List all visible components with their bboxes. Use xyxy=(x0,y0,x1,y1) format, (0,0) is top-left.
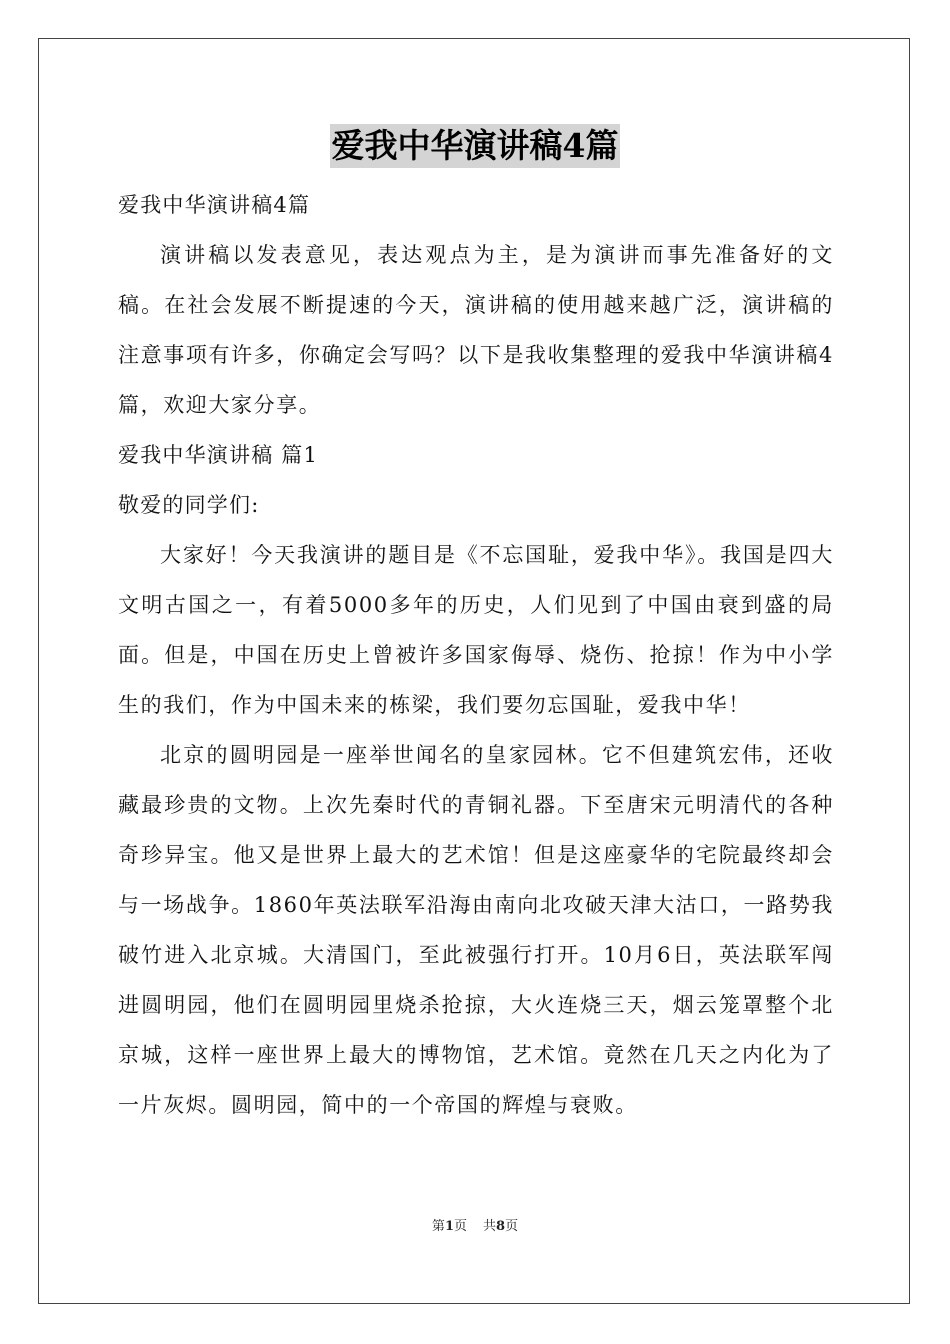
salutation: 敬爱的同学们: xyxy=(118,493,260,517)
footer-total-prefix: 共 xyxy=(483,1219,497,1234)
title-container xyxy=(0,124,950,168)
body-paragraph-2: 北京的圆明园是一座举世闻名的皇家园林。它不但建筑宏伟，还收藏最珍贵的文物。上次先秦时代的青铜礼器。下至唐宋元明清代的各种奇珍异宝。他又是世界上最大的艺术馆！但是这座豪华的宅院最终却会与一场战争。1860年英法联军沿海由南向北攻破天津大沽口，一路势我破竹进入北京城。大清国门，至此被强行打开。10月6日，英法联军闯进圆明园，他们在圆明园里烧杀抢掠，大火连烧三天，烟云笼罩整个北京城，这样一座世界上最大的博物馆，艺术馆。竟然在几天之内化为了一片灰烬。圆明园，简中的一个帝国的辉煌与衰败。 xyxy=(118,743,834,1117)
footer-page-current: 1 xyxy=(444,1219,454,1234)
footer-page-total: 8 xyxy=(496,1219,506,1234)
page-footer xyxy=(0,1218,950,1236)
document-title: 爱我中华演讲稿4篇 xyxy=(330,124,621,168)
document-body xyxy=(118,180,834,1130)
footer-page-suffix: 页 xyxy=(453,1219,467,1234)
footer-page-prefix: 第 xyxy=(431,1219,445,1234)
document-subtitle: 爱我中华演讲稿4篇 xyxy=(118,193,311,217)
intro-paragraph: 演讲稿以发表意见，表达观点为主，是为演讲而事先准备好的文稿。在社会发展不断提速的今天，演讲稿的使用越来越广泛，演讲稿的注意事项有许多，你确定会写吗？以下是我收集整理的爱我中华演讲稿4篇，欢迎大家分享。 xyxy=(118,243,834,417)
body-paragraph-1: 大家好！今天我演讲的题目是《不忘国耻，爱我中华》。我国是四大文明古国之一，有着5000多年的历史，人们见到了中国由衰到盛的局面。但是，中国在历史上曾被许多国家侮辱、烧伤、抢掠！作为中小学生的我们，作为中国未来的栋梁，我们要勿忘国耻，爱我中华！ xyxy=(118,543,834,717)
section-heading: 爱我中华演讲稿 篇1 xyxy=(118,443,319,467)
footer-total-suffix: 页 xyxy=(505,1219,519,1234)
